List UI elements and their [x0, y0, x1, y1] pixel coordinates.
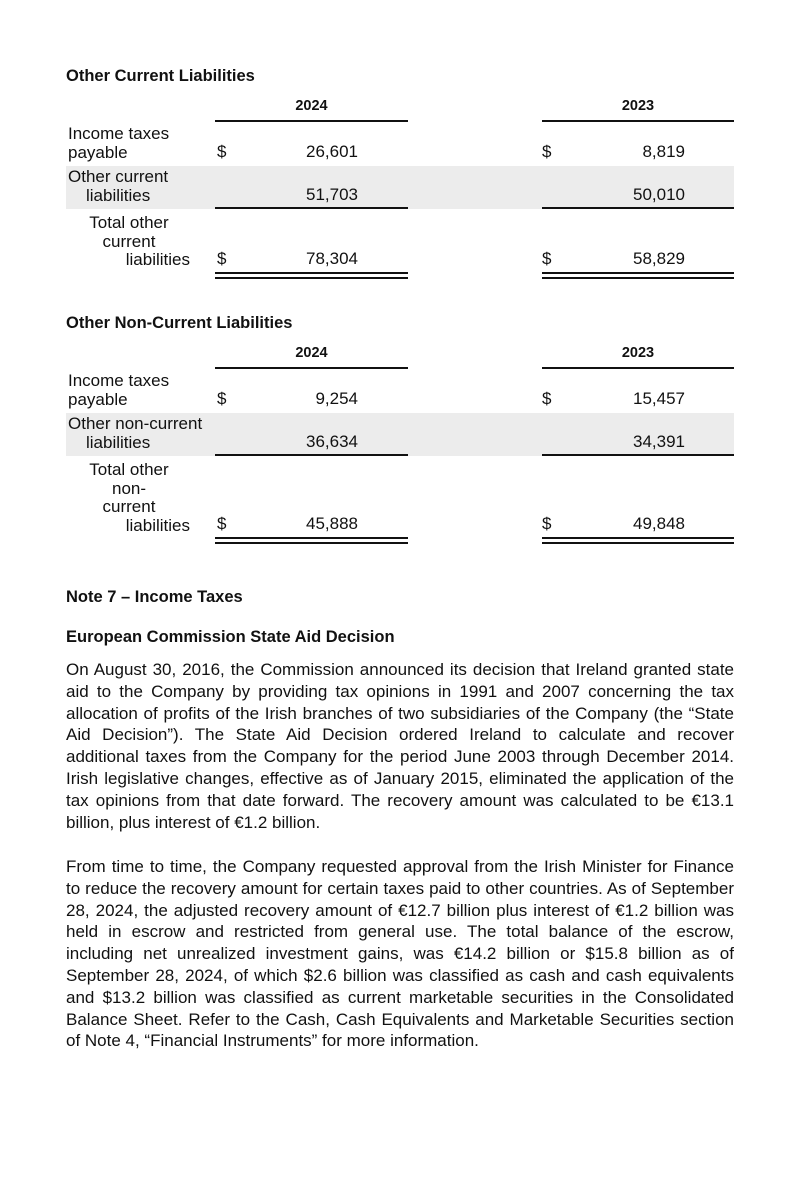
- row-label: Income taxes payable: [68, 371, 170, 409]
- column-header-2024: 2024: [215, 98, 408, 122]
- underline: [215, 207, 408, 209]
- value-2023: 34,391: [633, 432, 685, 451]
- row-label: Total other non- current liabilities: [89, 460, 190, 535]
- noncurrent-liabilities-table: [66, 345, 734, 547]
- paragraph: From time to time, the Company requested approval from the Irish Minister for Finance to reduce the recovery amount for certain taxes paid to other countries. As of September 28, 2024, the adjusted recovery amount of €12.7 billion plus interest of €1.2 billion was held in escrow and restricted from general use. The total balance of the escrow, including net unrealized investment gains, was €14.2 billion or $15.8 billion as of September 28, 2024, of which $2.6 billion was classified as cash and cash equivalents and $13.2 billion was classified as current marketable securities in the Consolidated Balance Sheet. Refer to the Cash, Cash Equivalents and Marketable Securities section of Note 4, “Financial Instruments” for more information.: [66, 857, 734, 1051]
- dollar-sign: $: [217, 514, 227, 533]
- column-header-2023: 2023: [542, 98, 734, 122]
- value-2023: 15,457: [633, 389, 685, 408]
- double-underline: [542, 537, 734, 544]
- value-2023: 50,010: [633, 185, 685, 204]
- value-2023: 49,848: [633, 514, 685, 533]
- value-2023: 58,829: [633, 249, 685, 268]
- paragraph: On August 30, 2016, the Commission announced its decision that Ireland granted state aid to the Company by providing tax opinions in 1991 and 2007 concerning the tax allocation of profits of the Irish branches of two subsidiaries of the Company (the “State Aid Decision”). The State Aid Decision ordered Ireland to calculate and recover additional taxes from the Company for the period June 2003 through December 2014. Irish legislative changes, effective as of January 2015, eliminated the application of the tax opinions from that date forward. The recovery amount was calculated to be €13.1 billion, plus interest of €1.2 billion.: [66, 660, 734, 832]
- current-liabilities-table: [66, 98, 734, 282]
- table-row-total: [66, 212, 734, 282]
- underline: [215, 454, 408, 456]
- column-header-2024: 2024: [215, 345, 408, 369]
- table-row: [66, 371, 734, 411]
- dollar-sign: $: [217, 249, 227, 268]
- underline: [542, 454, 734, 456]
- underline: [542, 207, 734, 209]
- table-row: [66, 124, 734, 164]
- value-2024: 9,254: [315, 389, 358, 408]
- row-label: Other current liabilities: [68, 167, 169, 205]
- double-underline: [215, 272, 408, 279]
- table-row: [66, 413, 734, 456]
- value-2024: 78,304: [306, 249, 358, 268]
- row-label: Income taxes payable: [68, 124, 170, 162]
- value-2024: 36,634: [306, 432, 358, 451]
- double-underline: [215, 537, 408, 544]
- dollar-sign: $: [542, 249, 552, 268]
- note-heading: Note 7 – Income Taxes: [66, 588, 243, 606]
- value-2024: 51,703: [306, 185, 358, 204]
- section-title-noncurrent: Other Non-Current Liabilities: [66, 314, 293, 332]
- dollar-sign: $: [542, 142, 552, 161]
- value-2024: 45,888: [306, 514, 358, 533]
- value-2024: 26,601: [306, 142, 358, 161]
- dollar-sign: $: [217, 389, 227, 408]
- row-label: Other non-current liabilities: [68, 414, 203, 452]
- dollar-sign: $: [217, 142, 227, 161]
- double-underline: [542, 272, 734, 279]
- column-header-2023: 2023: [542, 345, 734, 369]
- dollar-sign: $: [542, 389, 552, 408]
- value-2023: 8,819: [642, 142, 685, 161]
- dollar-sign: $: [542, 514, 552, 533]
- table-row: [66, 166, 734, 209]
- row-label: Total other current liabilities: [89, 213, 190, 269]
- section-title-current: Other Current Liabilities: [66, 67, 255, 85]
- note-subheading: European Commission State Aid Decision: [66, 628, 395, 646]
- table-row-total: [66, 459, 734, 547]
